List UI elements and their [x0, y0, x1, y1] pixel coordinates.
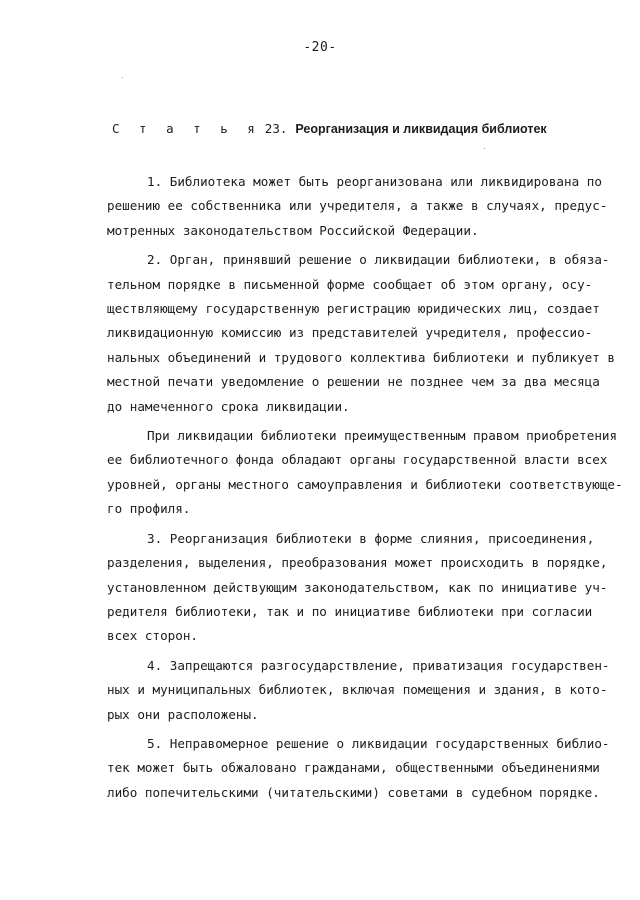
text-line: уровней, органы местного самоуправления и библиотеки соответствующе-: [107, 476, 623, 492]
paragraph-5: [67, 732, 610, 805]
article-title: Реорганизация и ликвидация библиотек: [295, 122, 547, 136]
paragraph-3: [67, 527, 608, 649]
page-number: -20-: [303, 40, 337, 55]
article-number: 23.: [264, 121, 288, 136]
text-line: рых они расположены.: [107, 706, 259, 722]
text-line: редителя библиотеки, так и по инициативе библиотеки при согласии: [107, 603, 593, 619]
text-line: тек может быть обжаловано гражданами, общественными объединениями: [107, 760, 600, 776]
text-line: установленном действующим законодательством, как по инициативе уч-: [107, 579, 608, 595]
text-line: до намеченного срока ликвидации.: [107, 398, 350, 414]
article-label: С т а т ь я: [112, 121, 261, 136]
text-line: 4. Запрещаются разгосударствление, приватизация государствен-: [147, 657, 610, 673]
paragraph-4: [67, 654, 610, 727]
text-line: нальных объединений и трудового коллектива библиотеки и публикует в: [107, 349, 615, 365]
text-line: местной печати уведомление о решении не позднее чем за два месяца: [107, 374, 600, 390]
text-line: 5. Неправомерное решение о ликвидации государственных библио-: [147, 735, 610, 751]
text-line: всех сторон.: [107, 628, 198, 644]
text-line: либо попечительскими (читательскими) советами в судебном порядке.: [107, 784, 600, 800]
text-line: ее библиотечного фонда обладают органы государственной власти всех: [107, 452, 608, 468]
text-line: разделения, выделения, преобразования может происходить в порядке,: [107, 555, 608, 571]
article-body: [67, 170, 623, 805]
text-line: ликвидационную комиссию из представителей учредителя, профессио-: [107, 325, 593, 341]
text-line: 2. Орган, принявший решение о ликвидации библиотеки, в обяза-: [147, 252, 610, 268]
text-line: 1. Библиотека может быть реорганизована или ликвидирована по: [147, 174, 602, 189]
text-line: мотренных законодательством Российской Федерации.: [107, 222, 479, 238]
text-line: тельном порядке в письменной форме сообщает об этом органу, осу-: [107, 276, 593, 292]
paragraph-1: [67, 170, 608, 243]
text-line: го профиля.: [107, 501, 191, 517]
text-line: решению ее собственника или учредителя, а также в случаях, предус-: [107, 198, 608, 214]
text-line: При ликвидации библиотеки преимущественным правом приобретения: [147, 428, 618, 444]
article-heading: [112, 121, 547, 136]
text-line: ществляющему государственную регистрацию юридических лиц, создает: [107, 301, 600, 317]
scan-speck: [122, 77, 123, 78]
text-line: ных и муниципальных библиотек, включая помещения и здания, в кото-: [107, 682, 608, 698]
paragraph-2: [67, 248, 615, 419]
text-line: 3. Реорганизация библиотеки в форме слияния, присоединения,: [147, 530, 595, 546]
scan-speck: [484, 148, 485, 149]
paragraph-2-continued: [67, 424, 623, 522]
